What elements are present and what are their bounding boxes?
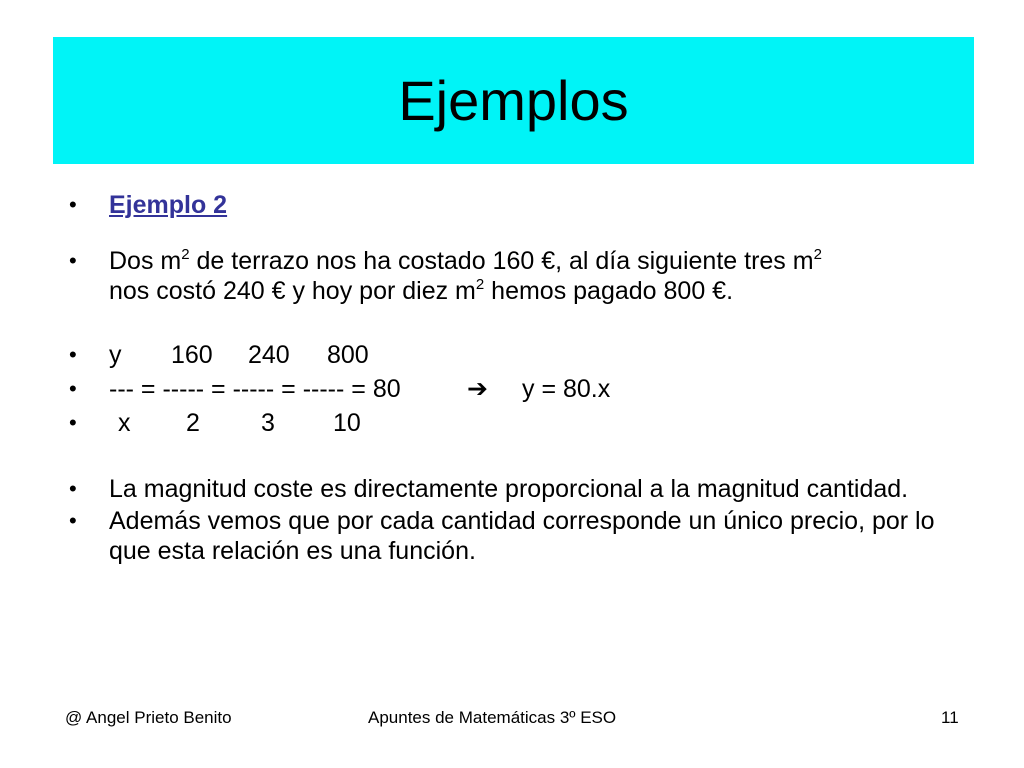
function-result: y = 80.x: [522, 375, 611, 403]
title-band: [53, 37, 974, 164]
y-value-2: 240: [248, 341, 290, 369]
bullet-example-label: [65, 190, 965, 220]
bullet-conclusion-proportional: [65, 474, 965, 504]
footer-course: Apuntes de Matemáticas 3º ESO: [368, 708, 617, 727]
bullet-y-row: [65, 340, 965, 370]
bullet-icon: •: [69, 376, 77, 401]
y-value-3: 800: [327, 341, 369, 369]
y-label: y: [109, 341, 122, 369]
bullet-statement: [65, 246, 965, 306]
x-label: x: [118, 409, 131, 437]
x-value-3: 10: [333, 409, 361, 437]
fraction-equation: --- = ----- = ----- = ----- = 80: [109, 375, 401, 403]
bullet-icon: •: [69, 476, 77, 501]
bullet-fraction-row: [65, 374, 965, 404]
bullet-icon: •: [69, 508, 77, 533]
x-value-2: 3: [261, 409, 275, 437]
bullet-conclusion-function: [65, 506, 965, 566]
conclusion-text: Además vemos que por cada cantidad corresponde un único precio, por lo que esta relación es una función.: [109, 507, 935, 565]
example-link[interactable]: Ejemplo 2: [109, 191, 228, 219]
y-value-1: 160: [171, 341, 213, 369]
bullet-icon: •: [69, 192, 77, 217]
bullet-icon: •: [69, 410, 77, 435]
statement-text: Dos $m^2$ de terrazo nos ha costado 160 €, al día siguiente tres $m^2$ nos costó 240 € y hoy por diez $m^2$ hemos pagado 800 €.: [109, 246, 822, 305]
slide-title: Ejemplos: [398, 68, 629, 132]
arrow-icon: ➔: [467, 375, 488, 403]
bullet-icon: •: [69, 342, 77, 367]
bullet-icon: •: [69, 248, 77, 273]
x-value-1: 2: [186, 409, 200, 437]
slide-content: [65, 190, 965, 566]
bullet-x-row: [65, 408, 965, 438]
footer-author: @ Angel Prieto Benito: [65, 708, 232, 727]
footer-page-number: 11: [941, 708, 959, 727]
conclusion-text: La magnitud coste es directamente proporcional a la magnitud cantidad.: [109, 475, 909, 503]
